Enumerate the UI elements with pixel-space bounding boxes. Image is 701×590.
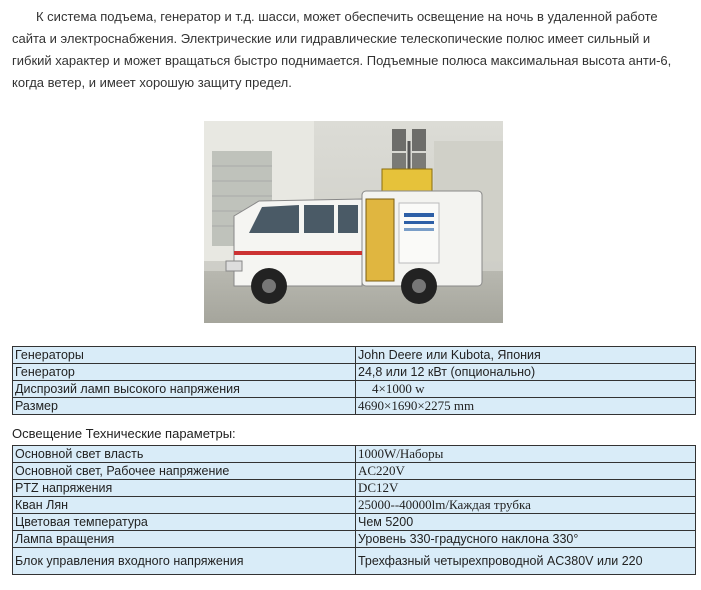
spec-key: Цветовая температура: [13, 514, 356, 531]
table-row: [13, 381, 696, 398]
spec-value: Чем 5200: [356, 514, 696, 531]
spec-key: Генераторы: [13, 347, 356, 364]
spec-value: 4690×1690×2275 mm: [356, 398, 696, 415]
lighting-truck-photo: [204, 121, 503, 323]
spec-value: DC12V: [356, 480, 696, 497]
spec-key: Блок управления входного напряжения: [13, 548, 356, 575]
spec-value: 25000--40000lm/Каждая трубка: [356, 497, 696, 514]
spec-key: Размер: [13, 398, 356, 415]
spec-value: AC220V: [356, 463, 696, 480]
spec-key: Кван Лян: [13, 497, 356, 514]
lighting-spec-table: [12, 445, 696, 575]
table-row: [13, 398, 696, 415]
table-row: [13, 463, 696, 480]
spec-key: Диспрозий ламп высокого напряжения: [13, 381, 356, 398]
spec-key: PTZ напряжения: [13, 480, 356, 497]
table-row: [13, 446, 696, 463]
spec-key: Основной свет, Рабочее напряжение: [13, 463, 356, 480]
spec-value: 24,8 или 12 кВт (опционально): [356, 364, 696, 381]
generator-spec-table: [12, 346, 696, 415]
spec-key: Основной свет власть: [13, 446, 356, 463]
spec-value: 4×1000 w: [356, 381, 696, 398]
intro-paragraph: К система подъема, генератор и т.д. шасси, может обеспечить освещение на ночь в удаленной работе сайта и электроснабжения. Электрические или гидравлические телескопические полюс имеет сильный и гибкий характер и может вращаться быстро поднимается. Подъемные полюса максимальная высота анти-6, когда ветер, и имеет хорошую защиту предел.: [12, 9, 672, 90]
table-row: [13, 548, 696, 575]
spec-value: Уровень 330-градусного наклона 330°: [356, 531, 696, 548]
table-row: [13, 364, 696, 381]
section-heading: Освещение Технические параметры:: [12, 426, 236, 441]
spec-key: Генератор: [13, 364, 356, 381]
spec-value: John Deere или Kubota, Япония: [356, 347, 696, 364]
table-row: [13, 514, 696, 531]
table-row: [13, 347, 696, 364]
table-row: [13, 531, 696, 548]
table-row: [13, 480, 696, 497]
spec-value: 1000W/Наборы: [356, 446, 696, 463]
spec-key: Лампа вращения: [13, 531, 356, 548]
table-row: [13, 497, 696, 514]
spec-value: Трехфазный четырехпроводной AC380V или 220: [356, 548, 696, 575]
